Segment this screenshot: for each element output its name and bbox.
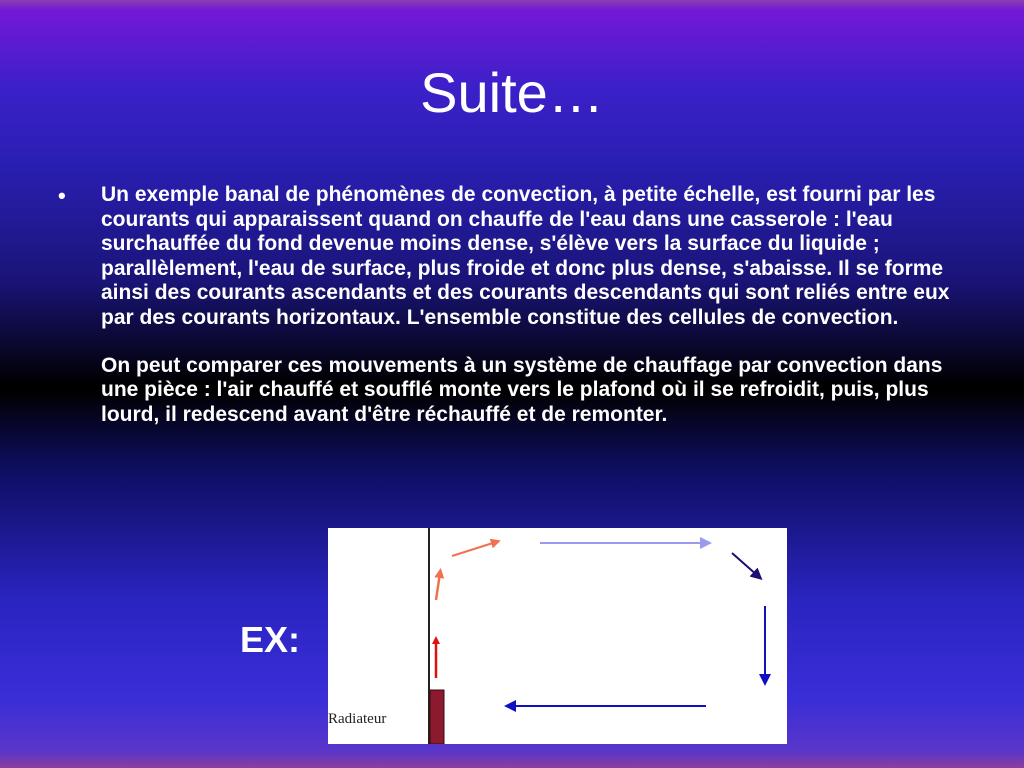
hot-air-arrow-upper — [436, 573, 440, 600]
paragraph-convection-example: Un exemple banal de phénomènes de convection, à petite échelle, est fourni par les courants qui apparaissent quand on chauffe de l'eau dans une casserole : l'eau surchauffée du fond devenue moins dense, s'élève vers la surface du liquide ; parallèlement, l'eau de surface, plus froide et donc plus dense, s'abaisse. Il se forme ainsi des courants ascendants et des courants descendants qui sont reliés entre eux par des courants horizontaux. L'ensemble constitue des cellules de convection. — [101, 183, 950, 329]
convection-diagram-svg — [328, 528, 787, 744]
paragraph-heating-comparison: On peut comparer ces mouvements à un système de chauffage par convection dans une pièce : l'air chauffé et soufflé monte vers le plafond où il se refroidit, puis, plus lourd, il redescend avant d'être réchauffé et de remonter. — [101, 353, 943, 426]
slide-title: Suite… — [420, 61, 604, 124]
warm-air-arrow — [452, 542, 496, 556]
radiator-block — [430, 690, 444, 744]
bullet-item — [58, 183, 978, 427]
example-label: EX: — [240, 619, 301, 660]
corner-air-arrow — [732, 553, 758, 576]
bullet-marker: • — [58, 183, 66, 208]
radiator-label: Radiateur — [328, 711, 387, 727]
convection-diagram — [328, 528, 787, 744]
